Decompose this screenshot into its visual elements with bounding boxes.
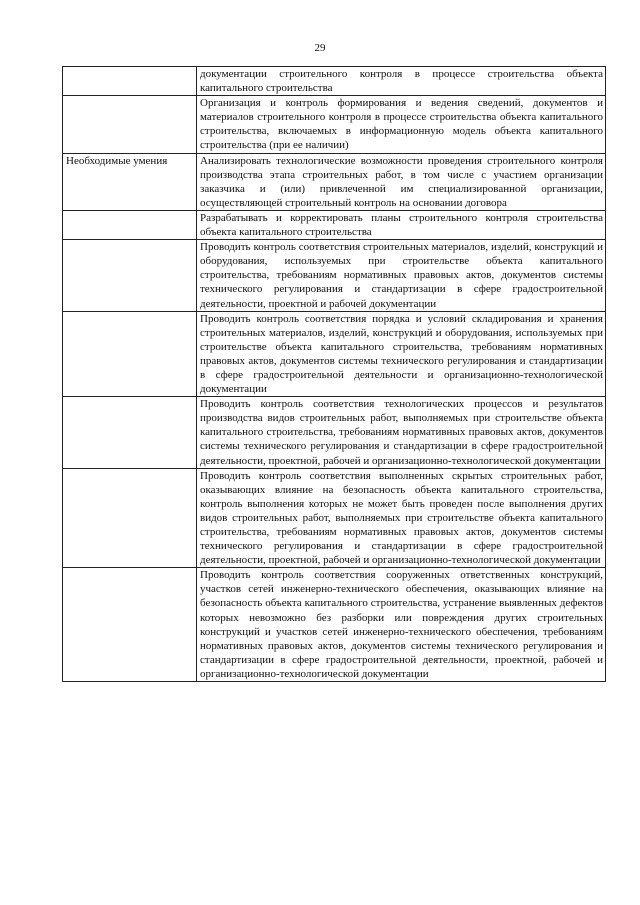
row-text: Проводить контроль соответствия строительных материалов, изделий, конструкций и оборудования, используемых при строительстве объекта капитального строительства, требованиям нормативных правовых актов, документов системы технического регулирования и стандартизации в сфере градостроительной деятельности, проектной и рабочей документации — [197, 240, 606, 311]
table-row — [63, 568, 606, 682]
row-text: Разрабатывать и корректировать планы строительного контроля строительства объекта капитального строительства — [197, 210, 606, 239]
row-label — [63, 67, 197, 96]
row-label — [63, 240, 197, 311]
skills-table — [62, 66, 606, 682]
row-label — [63, 568, 197, 682]
row-label-necessary-skills: Необходимые умения — [63, 153, 197, 210]
table-row — [63, 397, 606, 468]
row-text: Проводить контроль соответствия порядка и условий складирования и хранения строительных материалов, изделий, конструкций и оборудования, используемых при строительстве объекта капитального строительства, требованиям нормативных правовых актов, документов системы технического регулирования и стандартизации в сфере градостроительной деятельности и организационно-технологической документации — [197, 311, 606, 397]
table-row — [63, 311, 606, 397]
row-text: Проводить контроль соответствия технологических процессов и результатов производства видов строительных работ, выполняемых при строительстве объекта капитального строительства, требованиям нормативных правовых актов, документов системы технического регулирования и стандартизации в сфере градостроительной деятельности, проектной, рабочей и организационно-технологической документации — [197, 397, 606, 468]
table-row — [63, 240, 606, 311]
row-text: документации строительного контроля в процессе строительства объекта капитального строительства — [197, 67, 606, 96]
row-label — [63, 96, 197, 153]
page-number: 29 — [314, 42, 326, 54]
table-row — [63, 153, 606, 210]
row-label — [63, 311, 197, 397]
table-row — [63, 67, 606, 96]
row-label — [63, 468, 197, 568]
row-text: Проводить контроль соответствия сооруженных ответственных конструкций, участков сетей инженерно-технического обеспечения, оказывающих влияние на безопасность объекта капитального строительства, устранение выявленных дефектов которых невозможно без разборки или повреждения других строительных конструкций и участков сетей инженерно-технического обеспечения, требованиям нормативных правовых актов, документов системы технического регулирования и стандартизации в сфере градостроительной деятельности, проектной, рабочей и организационно-технологической документации — [197, 568, 606, 682]
row-label — [63, 210, 197, 239]
row-text: Организация и контроль формирования и ведения сведений, документов и материалов строительного контроля в процессе строительства объекта капитального строительства, включаемых в информационную модель объекта капитального строительства (при ее наличии) — [197, 96, 606, 153]
row-text: Анализировать технологические возможности проведения строительного контроля производства этапа строительных работ, в том числе с участием организации заказчика и (или) привлеченной им специализированной организации, осуществляющей строительный контроль на основании договора — [197, 153, 606, 210]
table-row — [63, 468, 606, 568]
row-label — [63, 397, 197, 468]
table-row — [63, 210, 606, 239]
table-row — [63, 96, 606, 153]
row-text: Проводить контроль соответствия выполненных скрытых строительных работ, оказывающих влияние на безопасность объекта капитального строительства, контроль выполнения которых не может быть проведен после выполнения других видов строительных работ, выполняемых при строительстве объекта капитального строительства, требованиям нормативных правовых актов, документов системы технического регулирования и стандартизации в сфере градостроительной деятельности, проектной, рабочей и организационно-технологической документации — [197, 468, 606, 568]
